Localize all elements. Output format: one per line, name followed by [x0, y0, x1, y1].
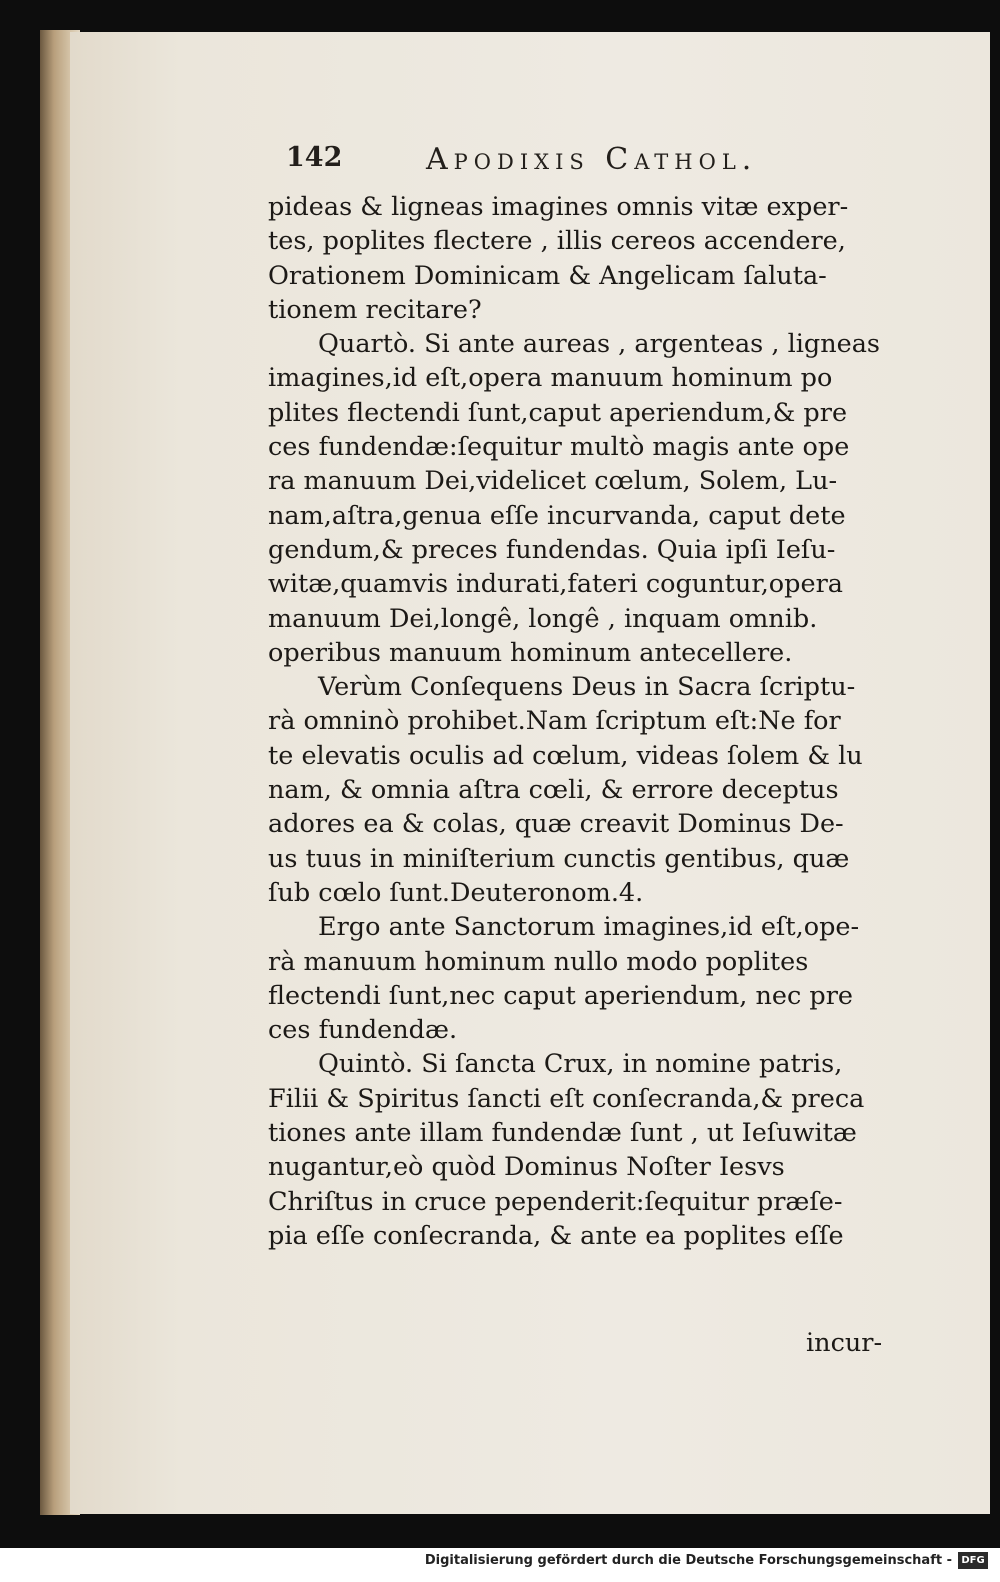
- text-line: nam, & omnia aſtra cœli, & errore deceptus: [268, 775, 839, 806]
- text-line: ſub cœlo ſunt.Deuteronom.4.: [268, 877, 644, 908]
- text-line: manuum Dei,longê, longê , inquam omnib.: [268, 603, 818, 634]
- text-line: flectendi ſunt,nec caput aperiendum, nec pre: [268, 980, 853, 1011]
- text-line: operibus manuum hominum antecellere.: [268, 637, 793, 668]
- dfg-logo-icon: DFG: [958, 1552, 988, 1569]
- body-text: [268, 190, 916, 1253]
- text-line: nam,aſtra,genua eſſe incurvanda, caput dete: [268, 500, 846, 531]
- text-line: tiones ante illam fundendæ ſunt , ut Ieſuwitæ: [268, 1118, 857, 1149]
- text-line: Filii & Spiritus ſancti eſt conſecranda,& preca: [268, 1083, 865, 1114]
- catchword: incur-: [806, 1328, 883, 1358]
- text-line: us tuus in miniſterium cunctis gentibus, quæ: [268, 843, 850, 874]
- running-head: Apodixis Cathol.: [426, 142, 758, 177]
- text-line: Quintò. Si ſancta Crux, in nomine patris,: [318, 1049, 843, 1080]
- text-line: pideas & ligneas imagines omnis vitæ exper-: [268, 192, 849, 222]
- text-line: te elevatis oculis ad cœlum, videas ſolem & lu: [268, 740, 863, 771]
- text-line: ra manuum Dei,videlicet cœlum, Solem, Lu-: [268, 466, 838, 497]
- text-line: nugantur,eò quòd Dominus Noſter Iesvs: [268, 1152, 785, 1183]
- text-line: ces fundendæ:ſequitur multò magis ante ope: [268, 432, 850, 463]
- text-line: Verùm Conſequens Deus in Sacra ſcriptu-: [318, 672, 856, 703]
- text-line: witæ,quamvis indurati,fateri coguntur,opera: [268, 569, 843, 600]
- text-line: tes, poplites flectere , illis cereos accendere,: [268, 226, 846, 257]
- page-number: 142: [286, 142, 343, 173]
- footer-credit: Digitalisierung gefördert durch die Deutsche Forschungsgemeinschaft -: [424, 1553, 952, 1568]
- text-line: adores ea & colas, quæ creavit Dominus De-: [268, 809, 844, 840]
- text-line: rà omninò prohibet.Nam ſcriptum eſt:Ne for: [268, 706, 841, 737]
- text-line: Quartò. Si ante aureas , argenteas , ligneas: [318, 329, 881, 360]
- text-line: pia eſſe conſecranda, & ante ea poplites eſſe: [268, 1220, 844, 1251]
- page-header: [286, 142, 926, 186]
- text-line: ces fundendæ.: [268, 1015, 458, 1046]
- text-line: plites flectendi ſunt,caput aperiendum,& pre: [268, 397, 848, 428]
- text-line: imagines,id eſt,opera manuum hominum po: [268, 363, 833, 394]
- text-line: Orationem Dominicam & Angelicam ſaluta-: [268, 260, 827, 291]
- text-line: Chriſtus in cruce pependerit:ſequitur præſe-: [268, 1186, 843, 1217]
- text-line: Ergo ante Sanctorum imagines,id eſt,ope-: [318, 912, 860, 943]
- text-line: rà manuum hominum nullo modo poplites: [268, 946, 809, 977]
- text-line: tionem recitare?: [268, 294, 482, 325]
- text-line: gendum,& preces fundendas. Quia ipſi Ieſu-: [268, 534, 836, 565]
